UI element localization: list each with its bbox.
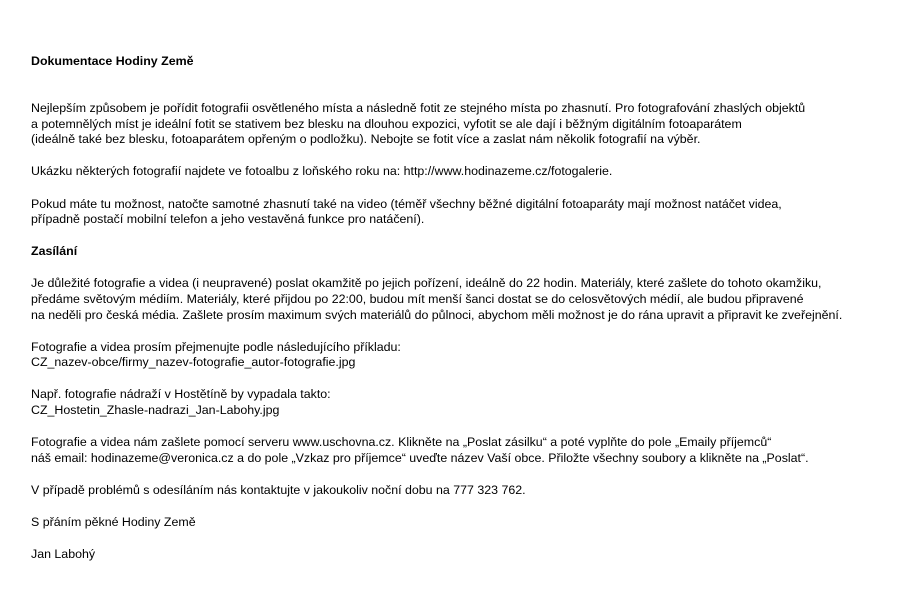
gallery-paragraph xyxy=(31,164,891,180)
naming-line: Fotografie a videa prosím přejmenujte podle následujícího příkladu: xyxy=(31,339,401,354)
document-title: Dokumentace Hodiny Země xyxy=(31,54,194,68)
gallery-line: Ukázku některých fotografií najdete ve fotoalbu z loňského roku na: http://www.hodinazeme.cz/fotogalerie. xyxy=(31,164,613,179)
upload-paragraph xyxy=(31,435,891,466)
intro-line: Nejlepším způsobem je pořídit fotografii osvětleného místa a následně fotit ze stejného místa po zhasnutí. Pro fotografování zhaslých objektů xyxy=(31,101,806,116)
video-line: Pokud máte tu možnost, natočte samotné zhasnutí také na video (téměř všechny běžné digitální fotoaparáty mají možnost natáčet videa, xyxy=(31,196,782,211)
naming-pattern: CZ_nazev-obce/firmy_nazev-fotografie_autor-fotografie.jpg xyxy=(31,355,356,370)
signature: Jan Labohý xyxy=(31,546,96,561)
intro-line: (ideálně také bez blesku, fotoaparátem opřeným o podložku). Nebojte se fotit více a zaslat nám několik fotografií na výběr. xyxy=(31,132,701,147)
example-filename: CZ_Hostetin_Zhasle-nadrazi_Jan-Labohy.jpg xyxy=(31,402,280,417)
upload-line: náš email: hodinazeme@veronica.cz a do pole „Vzkaz pro příjemce“ uveďte název Vaší obce. Přiložte všechny soubory a klikněte na „Poslat“. xyxy=(31,450,809,465)
timing-paragraph xyxy=(31,276,891,323)
upload-line: Fotografie a videa nám zašlete pomocí serveru www.uschovna.cz. Klikněte na „Poslat zásilku“ a poté vyplňte do pole „Emaily příjemců“ xyxy=(31,435,772,449)
intro-paragraph xyxy=(31,101,891,148)
naming-paragraph xyxy=(31,340,891,371)
contact-paragraph xyxy=(31,483,891,499)
closing-paragraph xyxy=(31,515,891,531)
sending-heading: Zasílání xyxy=(31,244,78,259)
document-body xyxy=(31,54,891,579)
timing-line: Je důležité fotografie a videa (i neupravené) poslat okamžitě po jejich pořízení, ideálně do 22 hodin. Materiály, které zašlete do tohoto okamžiku, xyxy=(31,276,822,291)
example-line: Např. fotografie nádraží v Hostětíně by vypadala takto: xyxy=(31,387,331,402)
closing-line: S přáním pěkné Hodiny Země xyxy=(31,514,196,529)
example-paragraph xyxy=(31,387,891,418)
video-line: případně postačí mobilní telefon a jeho vestavěná funkce pro natáčení). xyxy=(31,212,425,227)
timing-line: předáme světovým médiím. Materiály, které přijdou po 22:00, budou mít menší šanci dostat se do celosvětových médií, ale budou připravené xyxy=(31,291,804,306)
signature-paragraph xyxy=(31,547,891,563)
video-paragraph xyxy=(31,197,891,228)
intro-line: a potemnělých míst je ideální fotit se stativem bez blesku na dlouhou expozici, vyfotit se ale dají i běžným digitálním fotoaparátem xyxy=(31,116,742,131)
timing-line: na neděli pro česká média. Zašlete prosím maximum svých materiálů do půlnoci, abychom měli možnost je do rána upravit a připravit ke zveřejnění. xyxy=(31,307,843,322)
contact-line: V případě problémů s odesíláním nás kontaktujte v jakoukoliv noční dobu na 777 323 762. xyxy=(31,482,526,497)
